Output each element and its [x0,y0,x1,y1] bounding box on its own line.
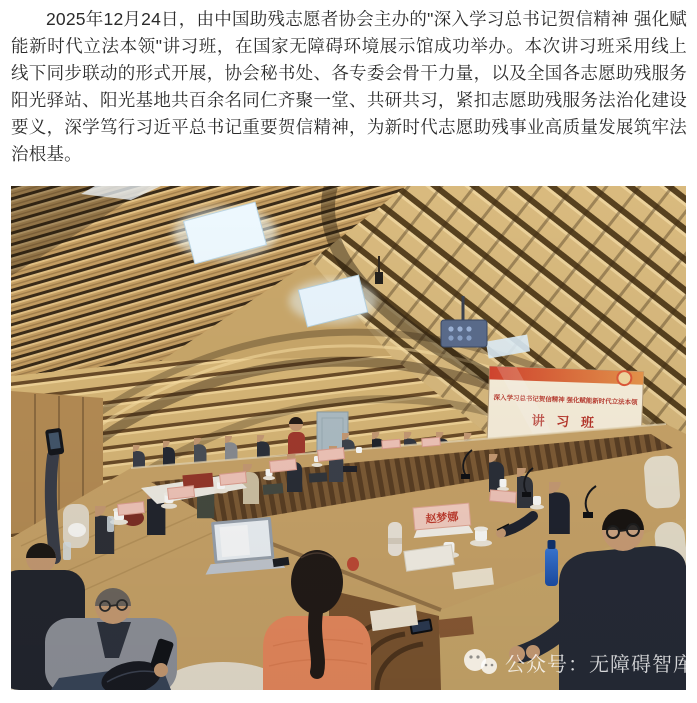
article-paragraph: 2025年12月24日，由中国助残志愿者协会主办的"深入学习总书记贺信精神 强化赋能新时代立法本领"讲习班，在国家无障碍环境展示馆成功举办。本次讲习班采用线上线下同步联动的形式开展，协会秘书处、各专委会骨干力量，以及全国各志愿助残服务阳光驿站、阳光基地共百余名同仁齐聚一堂、共研共习，紧扣志愿助残服务法治化建设要义，深学笃行习近平总书记重要贺信精神，为新时代志愿助残事业高质量发展筑牢法治根基。 [11,9,687,164]
meeting-photo [11,186,686,690]
vignette-overlay [11,186,686,690]
meeting-room-scene [11,186,686,690]
watermark-text: 公众号：无障碍智库 [505,654,686,676]
